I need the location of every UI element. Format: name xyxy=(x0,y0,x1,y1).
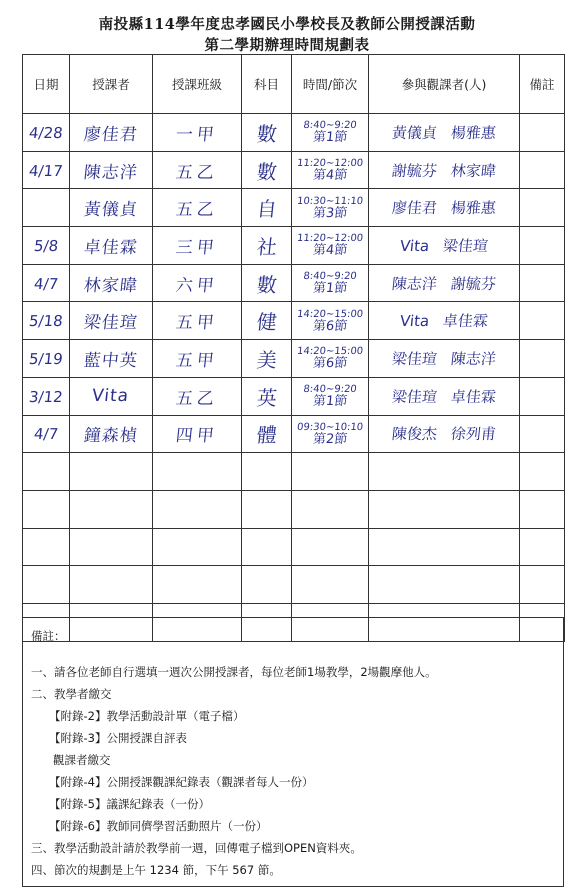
note-line: 【附錄-5】議課紀錄表（一份） xyxy=(49,797,210,811)
observers-cell xyxy=(369,340,520,378)
note-line: 【附錄-2】教學活動設計單（電子檔） xyxy=(49,709,245,723)
subject-cell xyxy=(242,377,292,415)
observers-observer1-text: 謝毓芬 xyxy=(390,161,438,180)
teacher-cell xyxy=(70,490,153,528)
note-line: 觀課者繳交 xyxy=(53,753,111,767)
note-line: 二、教學者繳交 xyxy=(31,687,112,701)
note-cell xyxy=(520,264,565,302)
observers-cell xyxy=(369,189,520,227)
date-date-text: 3/12 xyxy=(28,387,64,406)
time-period-text: 第1節 xyxy=(312,281,348,297)
time-period-text: 第1節 xyxy=(312,130,348,146)
teacher-teacher-text: Vita xyxy=(91,386,131,407)
observers-observer2-text: 林家暐 xyxy=(450,161,497,180)
observers-cell xyxy=(369,377,520,415)
observers-cell xyxy=(369,151,520,189)
note-cell xyxy=(520,151,565,189)
note-line: 【附錄-6】教師同儕學習活動照片（一份） xyxy=(49,819,268,833)
teacher-cell xyxy=(70,377,153,415)
note-cell xyxy=(520,566,565,604)
observers-observer2-text: 陳志洋 xyxy=(450,349,497,368)
time-time-text: 11:20~12:00 xyxy=(296,233,364,245)
class-class-text: 五乙 xyxy=(174,162,219,183)
subject-cell xyxy=(242,151,292,189)
class-cell xyxy=(153,114,242,152)
observers-cell xyxy=(369,114,520,152)
time-cell xyxy=(292,566,369,604)
class-class-text: 六甲 xyxy=(174,275,219,296)
date-date-text: 5/18 xyxy=(28,312,64,331)
time-period-text: 第4節 xyxy=(312,243,348,259)
teacher-cell xyxy=(70,264,153,302)
observers-observer2-text: 梁佳瑄 xyxy=(442,236,489,255)
observers-observer1-text: 梁佳瑄 xyxy=(390,349,438,368)
date-cell xyxy=(23,453,70,491)
col-header-observers: 參與觀課者(人) xyxy=(369,55,520,114)
observers-observer2-text: 徐列甫 xyxy=(450,425,497,444)
document-subtitle: 第二學期辦理時間規劃表 xyxy=(204,37,370,54)
note-cell xyxy=(520,453,565,491)
time-time-text: 09:30~10:10 xyxy=(296,421,364,433)
class-cell xyxy=(153,566,242,604)
note-line: 四、節次的規劃是上午 1234 節，下午 567 節。 xyxy=(31,863,281,877)
teacher-cell xyxy=(70,528,153,566)
observers-observer1-text: 陳俊杰 xyxy=(390,425,438,444)
note-cell xyxy=(520,377,565,415)
teacher-cell xyxy=(70,415,153,453)
time-time-text: 14:20~15:00 xyxy=(296,308,364,320)
class-cell xyxy=(153,302,242,340)
subject-cell xyxy=(242,528,292,566)
time-time-text: 11:20~12:00 xyxy=(296,158,364,170)
note-cell xyxy=(520,528,565,566)
note-cell xyxy=(520,114,565,152)
date-date-text: 5/8 xyxy=(32,236,60,255)
teacher-cell xyxy=(70,566,153,604)
class-class-text: 五乙 xyxy=(174,388,219,409)
class-cell xyxy=(153,490,242,528)
teacher-cell xyxy=(70,189,153,227)
date-cell xyxy=(23,302,70,340)
col-header-teacher: 授課者 xyxy=(70,55,153,114)
class-class-text: 五甲 xyxy=(174,313,219,334)
subject-cell xyxy=(242,227,292,265)
document-title: 南投縣114學年度忠孝國民小學校長及教師公開授課活動 xyxy=(98,16,476,33)
observers-observer1-text: Vita xyxy=(398,312,431,331)
note-cell xyxy=(520,227,565,265)
subject-subject-text: 數 xyxy=(255,159,278,184)
class-cell xyxy=(153,415,242,453)
note-cell xyxy=(520,302,565,340)
observers-cell xyxy=(369,302,520,340)
date-cell xyxy=(23,114,70,152)
subject-cell xyxy=(242,490,292,528)
observers-cell xyxy=(369,528,520,566)
time-cell xyxy=(292,490,369,528)
table-row xyxy=(23,227,565,265)
observers-observer2-text: 卓佳霖 xyxy=(442,312,489,331)
subject-subject-text: 體 xyxy=(255,423,278,448)
teacher-teacher-text: 廖佳君 xyxy=(82,124,139,145)
table-row xyxy=(23,415,565,453)
observers-cell xyxy=(369,264,520,302)
time-cell xyxy=(292,340,369,378)
class-cell xyxy=(153,453,242,491)
time-cell xyxy=(292,114,369,152)
observers-cell xyxy=(369,490,520,528)
table-row xyxy=(23,490,565,528)
table-row xyxy=(23,114,565,152)
subject-cell xyxy=(242,453,292,491)
date-cell xyxy=(23,566,70,604)
time-cell xyxy=(292,302,369,340)
subject-subject-text: 健 xyxy=(255,310,278,335)
time-time-text: 14:20~15:00 xyxy=(296,346,364,358)
teacher-cell xyxy=(70,453,153,491)
time-period-text: 第3節 xyxy=(312,205,348,221)
subject-subject-text: 社 xyxy=(255,234,278,259)
note-cell xyxy=(520,189,565,227)
table-row xyxy=(23,151,565,189)
time-cell xyxy=(292,528,369,566)
class-class-text: 五乙 xyxy=(174,200,219,221)
class-cell xyxy=(153,189,242,227)
subject-cell xyxy=(242,566,292,604)
table-row xyxy=(23,264,565,302)
note-line: 一、請各位老師自行選填一週次公開授課者，每位老師1場教學，2場觀摩他人。 xyxy=(31,665,437,679)
note-line: 【附錄-4】公開授課觀課紀錄表（觀課者每人一份） xyxy=(49,775,314,789)
time-cell xyxy=(292,415,369,453)
date-cell xyxy=(23,528,70,566)
class-cell xyxy=(153,264,242,302)
note-line: 三、教學活動設計請於教學前一週，回傳電子檔到OPEN資料夾。 xyxy=(31,841,362,855)
teacher-cell xyxy=(70,227,153,265)
notes-heading: 備註： xyxy=(31,629,66,643)
time-time-text: 10:30~11:10 xyxy=(296,195,364,207)
observers-observer2-text: 楊雅惠 xyxy=(450,123,497,142)
table-row xyxy=(23,302,565,340)
table-row xyxy=(23,340,565,378)
date-cell xyxy=(23,151,70,189)
teacher-teacher-text: 梁佳瑄 xyxy=(82,313,139,334)
schedule-table xyxy=(22,54,565,642)
subject-subject-text: 英 xyxy=(255,385,278,410)
date-cell xyxy=(23,340,70,378)
date-cell xyxy=(23,189,70,227)
date-cell xyxy=(23,415,70,453)
subject-cell xyxy=(242,189,292,227)
teacher-teacher-text: 卓佳霖 xyxy=(82,237,139,258)
time-period-text: 第2節 xyxy=(312,431,348,447)
time-cell xyxy=(292,264,369,302)
time-cell xyxy=(292,227,369,265)
class-class-text: 三甲 xyxy=(174,237,219,258)
time-period-text: 第1節 xyxy=(312,394,348,410)
note-line: 【附錄-3】公開授課自評表 xyxy=(49,731,187,745)
col-header-note: 備註 xyxy=(520,55,565,114)
observers-observer2-text: 卓佳霖 xyxy=(450,387,497,406)
teacher-teacher-text: 藍中英 xyxy=(82,350,139,371)
note-cell xyxy=(520,415,565,453)
subject-cell xyxy=(242,264,292,302)
class-cell xyxy=(153,227,242,265)
observers-cell xyxy=(369,415,520,453)
note-cell xyxy=(520,490,565,528)
observers-cell xyxy=(369,453,520,491)
date-date-text: 5/19 xyxy=(28,349,64,368)
time-cell xyxy=(292,189,369,227)
observers-observer1-text: 陳志洋 xyxy=(390,274,438,293)
subject-subject-text: 數 xyxy=(255,272,278,297)
class-cell xyxy=(153,151,242,189)
col-header-subject: 科目 xyxy=(242,55,292,114)
time-time-text: 8:40~9:20 xyxy=(302,120,358,132)
date-cell xyxy=(23,490,70,528)
teacher-teacher-text: 陳志洋 xyxy=(82,162,139,183)
header-row xyxy=(23,55,565,114)
subject-subject-text: 自 xyxy=(255,197,278,222)
observers-observer2-text: 楊雅惠 xyxy=(450,199,497,218)
col-header-class: 授課班級 xyxy=(153,55,242,114)
class-class-text: 一甲 xyxy=(174,124,219,145)
teacher-cell xyxy=(70,151,153,189)
teacher-teacher-text: 黃儀貞 xyxy=(82,200,139,221)
teacher-teacher-text: 林家暐 xyxy=(82,275,139,296)
time-cell xyxy=(292,453,369,491)
observers-observer1-text: 黃儀貞 xyxy=(390,123,438,142)
date-date-text: 4/7 xyxy=(32,425,60,444)
table-row xyxy=(23,528,565,566)
class-cell xyxy=(153,377,242,415)
subject-cell xyxy=(242,415,292,453)
table-row xyxy=(23,566,565,604)
observers-cell xyxy=(369,566,520,604)
table-row xyxy=(23,453,565,491)
teacher-cell xyxy=(70,114,153,152)
time-cell xyxy=(292,377,369,415)
table-row xyxy=(23,189,565,227)
time-period-text: 第6節 xyxy=(312,318,348,334)
notes-box xyxy=(22,617,564,887)
observers-observer1-text: 廖佳君 xyxy=(390,199,438,218)
class-class-text: 五甲 xyxy=(174,350,219,371)
class-class-text: 四甲 xyxy=(174,426,219,447)
observers-observer1-text: 梁佳瑄 xyxy=(390,387,438,406)
time-time-text: 8:40~9:20 xyxy=(302,271,358,283)
date-cell xyxy=(23,377,70,415)
class-cell xyxy=(153,340,242,378)
observers-observer1-text: Vita xyxy=(398,236,431,255)
teacher-teacher-text: 鐘森楨 xyxy=(82,426,139,447)
note-cell xyxy=(520,340,565,378)
table-row xyxy=(23,377,565,415)
date-date-text: 4/17 xyxy=(28,161,64,180)
observers-cell xyxy=(369,227,520,265)
subject-subject-text: 數 xyxy=(255,121,278,146)
subject-cell xyxy=(242,302,292,340)
subject-subject-text: 美 xyxy=(255,347,278,372)
col-header-date: 日期 xyxy=(23,55,70,114)
date-date-text: 4/28 xyxy=(28,123,64,142)
date-cell xyxy=(23,227,70,265)
date-date-text: 4/7 xyxy=(32,274,60,293)
subject-cell xyxy=(242,340,292,378)
col-header-time: 時間/節次 xyxy=(292,55,369,114)
teacher-cell xyxy=(70,302,153,340)
teacher-cell xyxy=(70,340,153,378)
time-cell xyxy=(292,151,369,189)
time-period-text: 第6節 xyxy=(312,356,348,372)
date-cell xyxy=(23,264,70,302)
time-time-text: 8:40~9:20 xyxy=(302,384,358,396)
time-period-text: 第4節 xyxy=(312,168,348,184)
observers-observer2-text: 謝毓芬 xyxy=(450,274,497,293)
subject-cell xyxy=(242,114,292,152)
class-cell xyxy=(153,528,242,566)
